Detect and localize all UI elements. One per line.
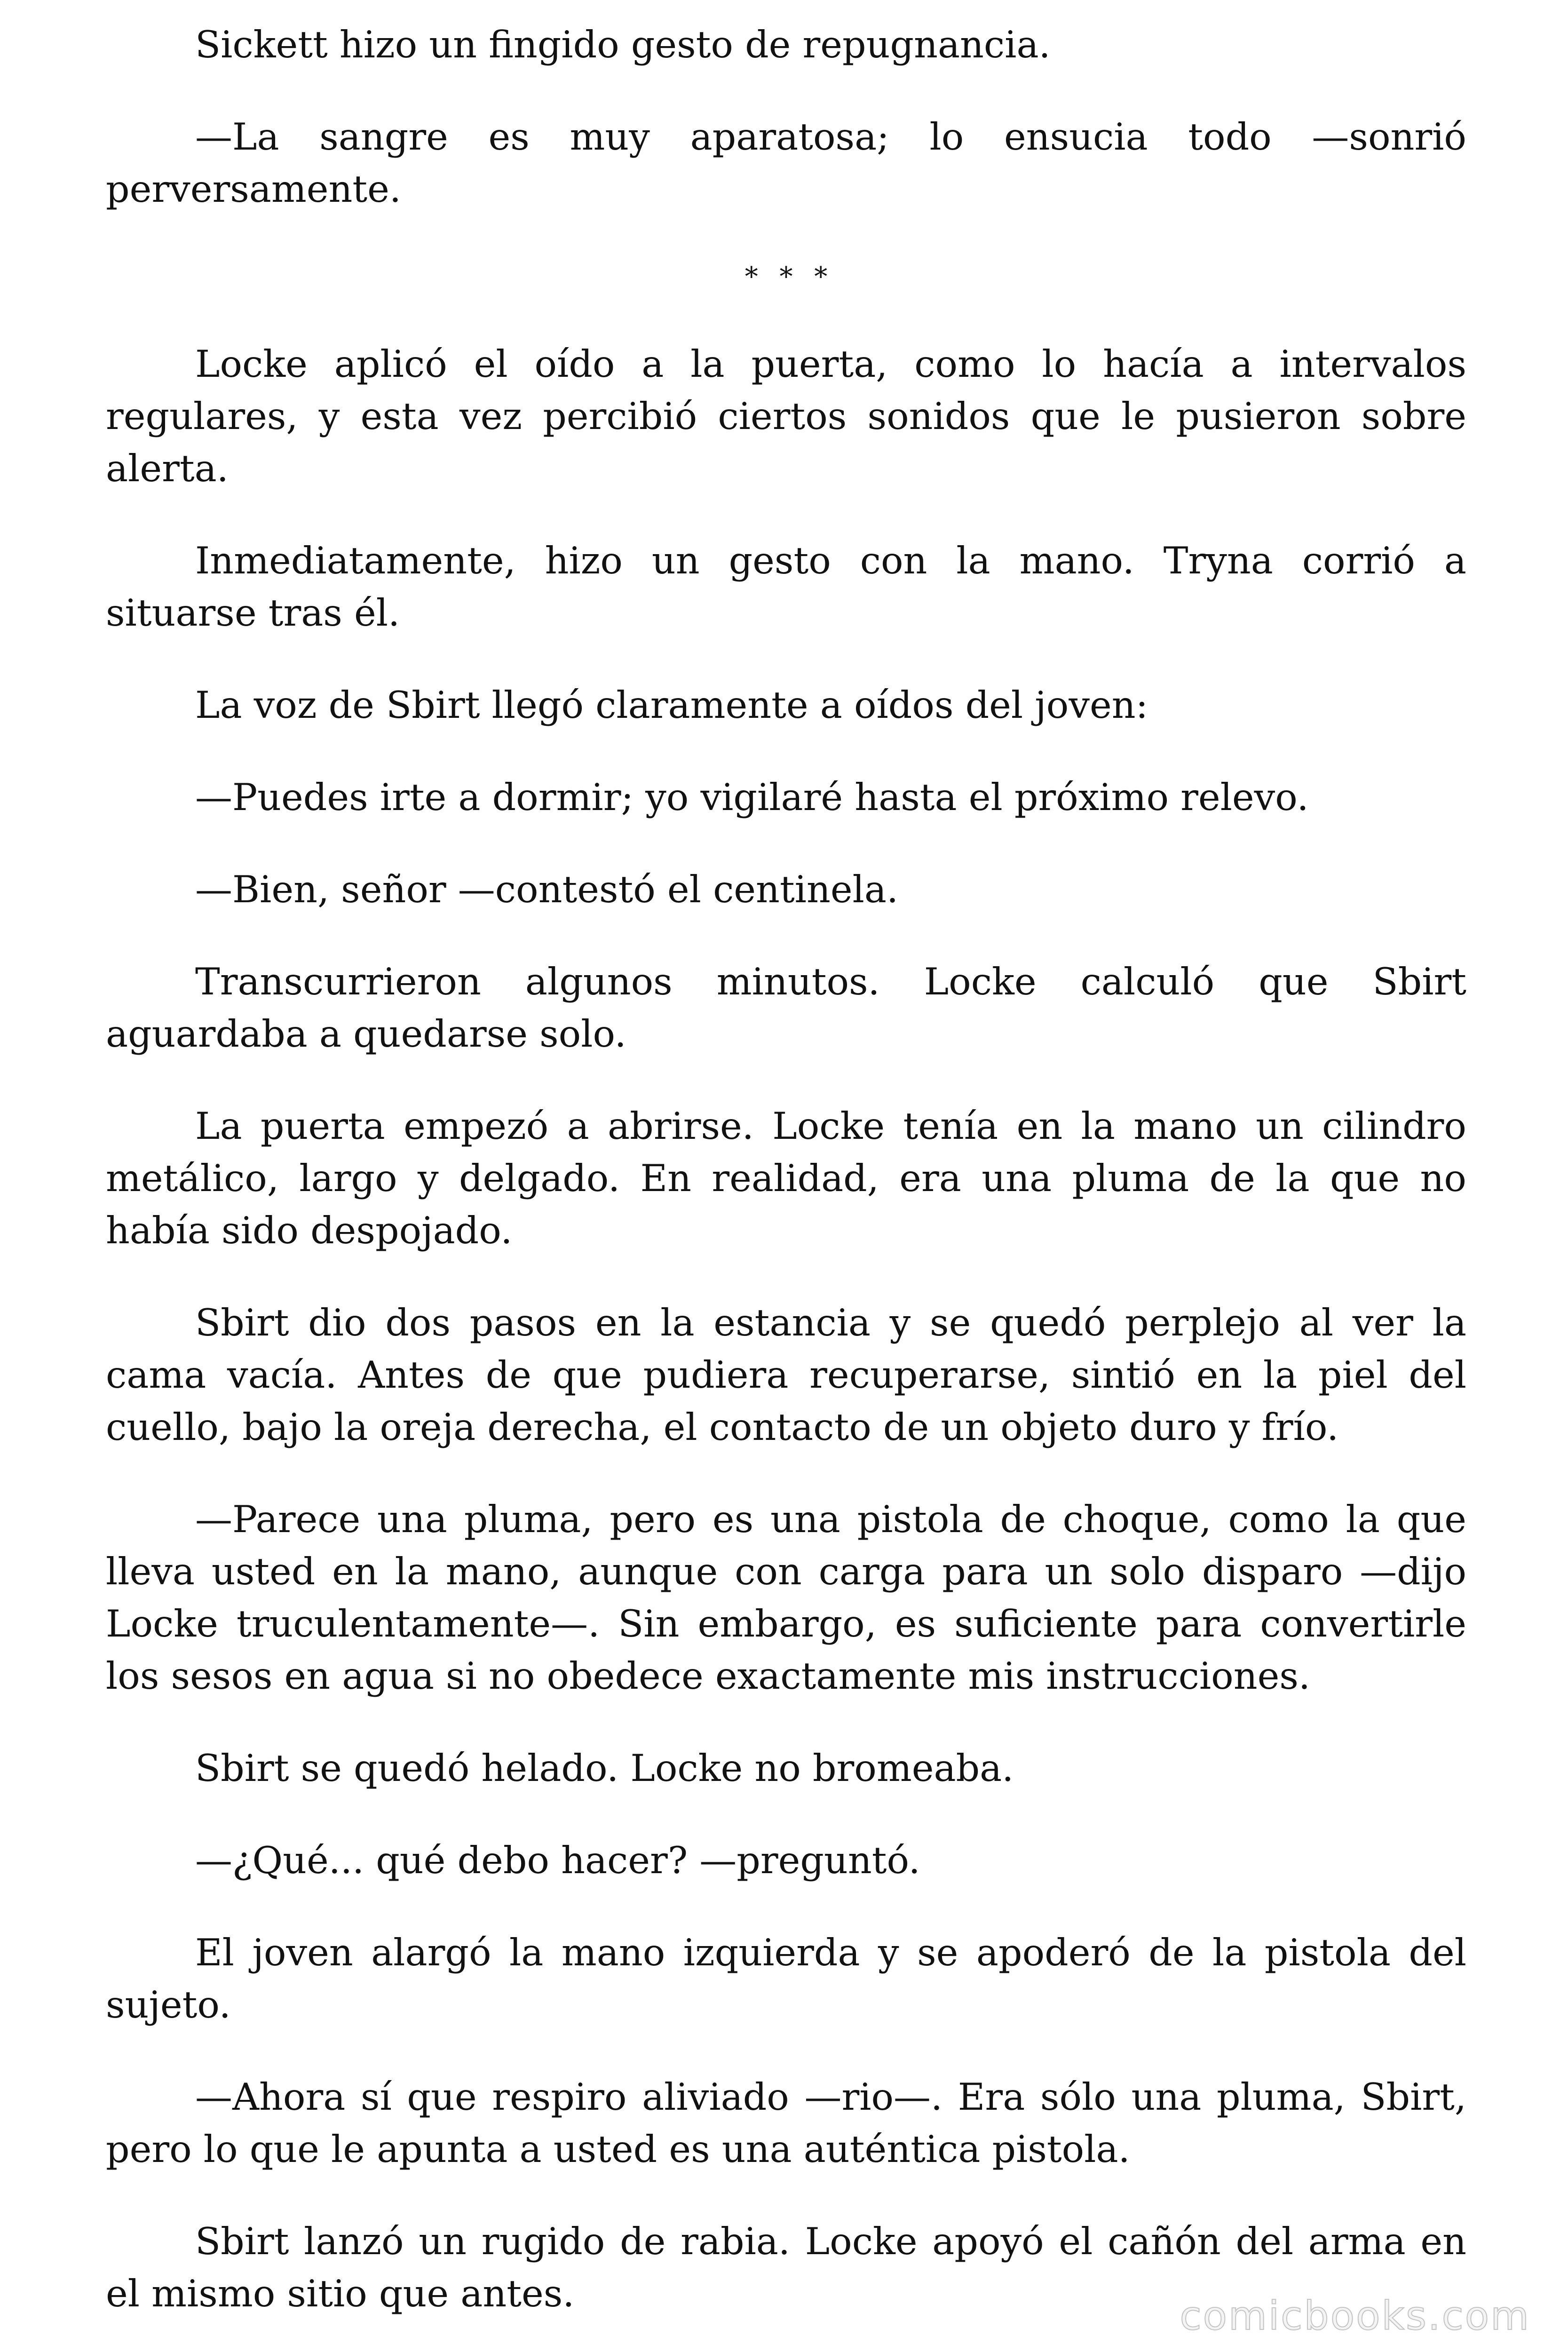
paragraph: Sbirt dio dos pasos en la estancia y se quedó perplejo al ver la cama vacía. Antes de que pudiera recuperarse, sintió en la piel del cuello, bajo la oreja derecha, el contacto de un objeto duro y frío. <box>106 1301 1466 1449</box>
paragraph: Transcurrieron algunos minutos. Locke calculó que Sbirt aguardaba a quedarse solo. <box>106 960 1466 1056</box>
page-body <box>106 19 1466 2352</box>
paragraph: —Puedes irte a dormir; yo vigilaré hasta el próximo relevo. <box>195 776 1309 819</box>
paragraph: Sbirt se quedó helado. Locke no bromeaba. <box>195 1747 1014 1790</box>
paragraph: La voz de Sbirt llegó claramente a oídos del joven: <box>195 683 1148 727</box>
paragraph: Inmediatamente, hizo un gesto con la mano. Tryna corrió a situarse tras él. <box>106 539 1466 635</box>
paragraph: —Bien, señor —contestó el centinela. <box>195 868 899 911</box>
paragraph: Locke aplicó el oído a la puerta, como lo hacía a intervalos regulares, y esta vez percibió ciertos sonidos que le pusieron sobre alerta. <box>106 342 1466 490</box>
paragraph: Sickett hizo un fingido gesto de repugnancia. <box>195 23 1051 66</box>
paragraph: Sbirt lanzó un rugido de rabia. Locke apoyó el cañón del arma en el mismo sitio que antes. <box>106 2220 1466 2315</box>
paragraph: —¿Qué... qué debo hacer? —preguntó. <box>195 1839 920 1882</box>
paragraph: —La sangre es muy aparatosa; lo ensucia todo —sonrió perversamente. <box>106 115 1466 211</box>
paragraph: —Ahora sí que respiro aliviado —rio—. Era sólo una pluma, Sbirt, pero lo que le apunta a usted es una auténtica pistola. <box>106 2075 1466 2171</box>
paragraph: —Parece una pluma, pero es una pistola de choque, como la que lleva usted en la mano, aunque con carga para un solo disparo —dijo Locke truculentamente—. Sin embargo, es suficiente para convertirle los sesos en agua si no obedece exactamente mis instrucciones. <box>106 1498 1466 1698</box>
paragraph: La puerta empezó a abrirse. Locke tenía en la mano un cilindro metálico, largo y delgado. En realidad, era una pluma de la que no había sido despojado. <box>106 1104 1466 1252</box>
paragraph: El joven alargó la mano izquierda y se apoderó de la pistola del sujeto. <box>106 1931 1466 2026</box>
watermark: comicbooks.com <box>1180 2293 1530 2339</box>
section-separator: * * * <box>744 262 834 292</box>
